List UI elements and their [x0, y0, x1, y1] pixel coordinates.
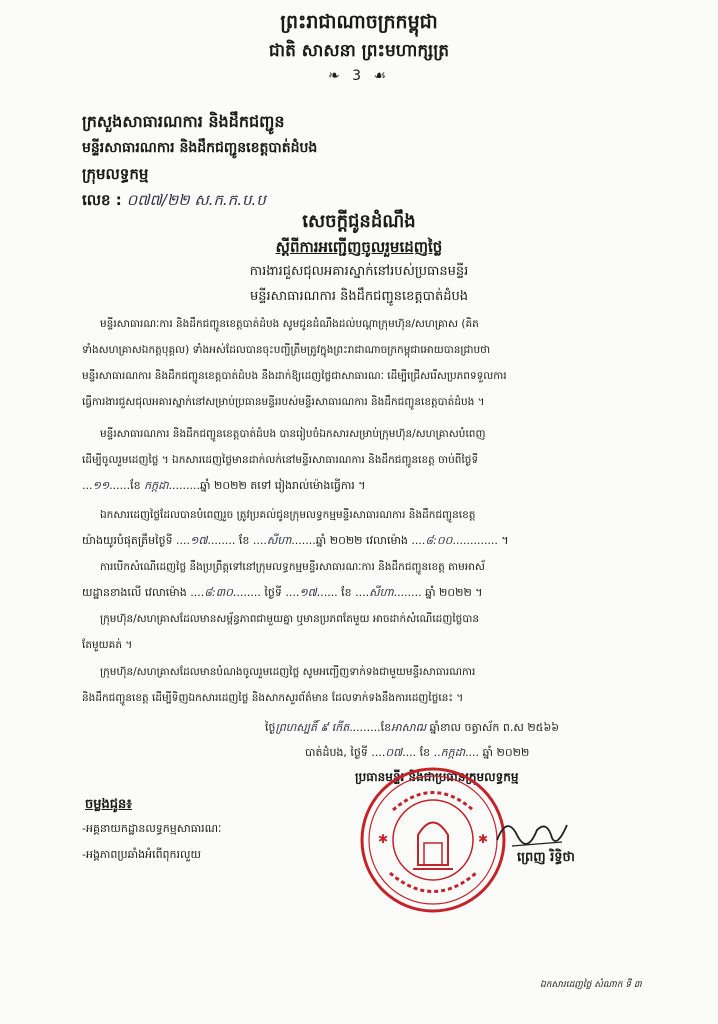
dots: ...	[82, 479, 93, 492]
department-name: មន្ទីរសាធារណការ និងដឹកជញ្ជូនខេត្តបាត់ដំបង	[82, 140, 318, 156]
paragraph-1-line-1: មន្ទីរសាធារណៈការ និងដឹកជញ្ជូនខេត្តបាត់ដំបង សូមជូនដំណឹងដល់បណ្តាក្រុមហ៊ុន/សហគ្រាស (គិត	[100, 318, 479, 330]
opening-day: ១៧	[299, 586, 317, 599]
place-day-label: បាត់ដំបង, ថ្ងៃទី ....	[305, 746, 386, 759]
month-label: .... ខែ ..	[402, 746, 441, 759]
signatory-title: ប្រធានមន្ទីរ និងជាប្រធានក្រុមលទ្ធកម្ម	[355, 770, 519, 784]
paragraph-4-line-1: ការបើកសំណើដេញថ្លៃ នឹងប្រព្រឹត្តទៅនៅក្រុមលទ្ធកម្មមន្ទីរសាធារណៈការ និងដឹកជញ្ជូនខេត្ត តាមអាស័	[100, 561, 485, 573]
reference-number: ០៧៧/២២ ស.ក.ក.ប.ប	[126, 191, 266, 209]
month-label: ........ ខែ ....	[207, 534, 267, 547]
opening-month: សីហា	[369, 586, 394, 599]
paragraph-3-line-1: ឯកសារដេញថ្លៃដែលបានបំពេញរួច ត្រូវប្រគល់ជូនក្រុមលទ្ធកម្មមន្ទីរសាធារណការ និងដឹកជញ្ជូនខេត្ត	[100, 509, 476, 521]
lunar-day: ព្រហស្បតិ៍ ៩ កើត	[275, 721, 350, 734]
day-label: ........ ថ្ងៃទី ....	[232, 586, 300, 599]
deadline-label: យ៉ាងយូរបំផុតត្រឹមថ្ងៃទី ....	[82, 534, 191, 547]
paragraph-2-line-3	[82, 480, 366, 493]
paragraph-2-line-2: ដើម្បីចូលរួមដេញថ្លៃ ។ ឯកសារដេញថ្លៃមានដាក់លក់នៅមន្ទីរសាធារណការ និងដឹកជញ្ជូនខេត្ត ចាប់ពីថ្ងៃទី	[82, 454, 479, 466]
ministry-name: ក្រសួងសាធារណការ និងដឹកជញ្ជូន	[82, 112, 285, 131]
cc-heading: ចម្លងជូន៖	[85, 797, 132, 812]
notice-subject: ស្តីពីការអញ្ជើញចូលរួមដេញថ្លៃ	[275, 238, 443, 256]
signatory-name: ព្រេញ រិទ្ធិថា	[517, 850, 575, 865]
svg-text:✱: ✱	[378, 832, 389, 846]
sale-start-day: ១១	[92, 479, 110, 492]
subject-line-1: ការងារជួសជុលអគារស្នាក់នៅរបស់ប្រធានមន្ទីរ	[249, 264, 469, 279]
lunar-date	[265, 722, 559, 735]
sale-start-month: កក្កដា	[144, 479, 169, 492]
motto-heading: ជាតិ សាសនា ព្រះមហាក្សត្រ	[268, 41, 450, 61]
paragraph-6-line-1: ក្រុមហ៊ុន/សហគ្រាសដែលមានបំណងចូលរួមដេញថ្លៃ សូមអញ្ជើញទាក់ទងជាមួយមន្ទីរសាធារណការ	[100, 666, 476, 678]
cc-item-1: -អគ្គនាយកដ្ឋានលទ្ធកម្មសាធារណៈ	[82, 822, 222, 835]
deadline-time: ៨:០០	[425, 534, 453, 547]
kingdom-heading: ព្រះរាជាណាចក្រកម្ពុជា	[280, 11, 438, 33]
unit-name: ក្រុមលទ្ធកម្ម	[82, 165, 149, 183]
notice-title: សេចក្តីជូនដំណឹង	[302, 211, 416, 232]
paragraph-3-line-2	[82, 535, 509, 548]
month-label: ......ខែ	[109, 479, 141, 492]
official-seal	[358, 765, 508, 915]
solar-day: ០៧	[385, 746, 403, 759]
time-label: .......ឆ្នាំ ២០២២ វេលាម៉ោង ....	[291, 534, 426, 547]
solar-date	[305, 747, 529, 760]
paragraph-5-line-1: ក្រុមហ៊ុន/សហគ្រាសដែលមានសម្ព័ន្ធភាពជាមួយគ្នា ឬមានប្រភពតែមួយ អាចដាក់សំណើដេញថ្លៃបាន	[100, 613, 479, 625]
paragraph-1-line-4: ធ្វើការងារជួសជុលអគារស្នាក់នៅសម្រាប់ប្រធានមន្ទីររបស់មន្ទីរសាធារណការ និងដឹកជញ្ជូនខេត្តបាត់ដំបង ។	[82, 396, 485, 408]
lunar-label: ថ្ងៃ	[265, 721, 276, 734]
paragraph-1-line-2: ទាំងសហគ្រាសឯកត្តបុគ្គល) ទាំងអស់ដែលបានចុះបញ្ជីត្រឹមត្រូវក្នុងព្រះរាជាណាចក្រកម្ពុជាអោយបានជ្រាបថា	[82, 344, 491, 356]
cc-item-2: -អង្គភាពប្រឆាំងអំពើពុករលួយ	[82, 848, 201, 861]
lunar-dots: .........ខែ	[349, 721, 392, 734]
motto-decoration: ❧ 3 ☙	[327, 68, 391, 84]
reference-line	[82, 192, 266, 209]
lunar-month: អាសាឍ	[391, 721, 427, 734]
paragraph-1-line-3: មន្ទីរសាធារណការ និងដឹកជញ្ជូនខេត្តបាត់ដំបង នឹងដាក់ឱ្យដេញថ្លៃជាសាធារណៈ ដើម្បីជ្រើសរើសប្រភពទទួលការ	[82, 370, 507, 382]
document-footer-note: ឯកសារដេញថ្លៃ សំណាក ទី ៣	[540, 980, 642, 990]
reference-label: លេខ :	[82, 191, 122, 209]
solar-month: កក្កដា	[440, 746, 466, 759]
month-label: ...... ខែ ....	[316, 586, 370, 599]
svg-text:✱: ✱	[478, 832, 489, 846]
subject-line-2: មន្ទីរសាធារណការ និងដឹកជញ្ជូនខេត្តបាត់ដំបង	[249, 289, 469, 304]
year-text: .........ឆ្នាំ ២០២២ តទៅ រៀងរាល់ម៉ោងធ្វើការ ។	[168, 479, 366, 492]
decor-mark: 3	[352, 68, 366, 84]
handwritten-signature	[492, 810, 572, 855]
opening-time: ៨:៣០	[204, 586, 233, 599]
year-text: ........ ឆ្នាំ ២០២២ ។	[393, 586, 483, 599]
paragraph-5-line-2: តែមួយគត់ ។	[82, 639, 133, 651]
paragraph-4-line-2	[82, 587, 483, 600]
opening-label: យដ្ឋានខាងលើ វេលាម៉ោង ....	[82, 586, 205, 599]
paragraph-6-line-2: និងដឹកជញ្ជូនខេត្ត ដើម្បីទិញឯកសារដេញថ្លៃ និងសាកសួរព័ត៌មាន ដែលទាក់ទងនឹងការដេញថ្លៃនេះ ។	[82, 692, 464, 704]
solar-year: .... ឆ្នាំ ២០២២	[465, 746, 530, 759]
deadline-day: ១៧	[190, 534, 208, 547]
paragraph-2-line-1: មន្ទីរសាធារណការ និងដឹកជញ្ជូនខេត្តបាត់ដំបង បានរៀបចំឯកសារសម្រាប់ក្រុមហ៊ុន/សហគ្រាសបំពេញ	[100, 428, 486, 440]
lunar-year: ឆ្នាំខាល ចត្វាស័ក ព.ស ២៥៦៦	[426, 721, 560, 734]
deadline-month: សីហា	[266, 534, 292, 547]
line-end: ............. ។	[452, 534, 509, 547]
